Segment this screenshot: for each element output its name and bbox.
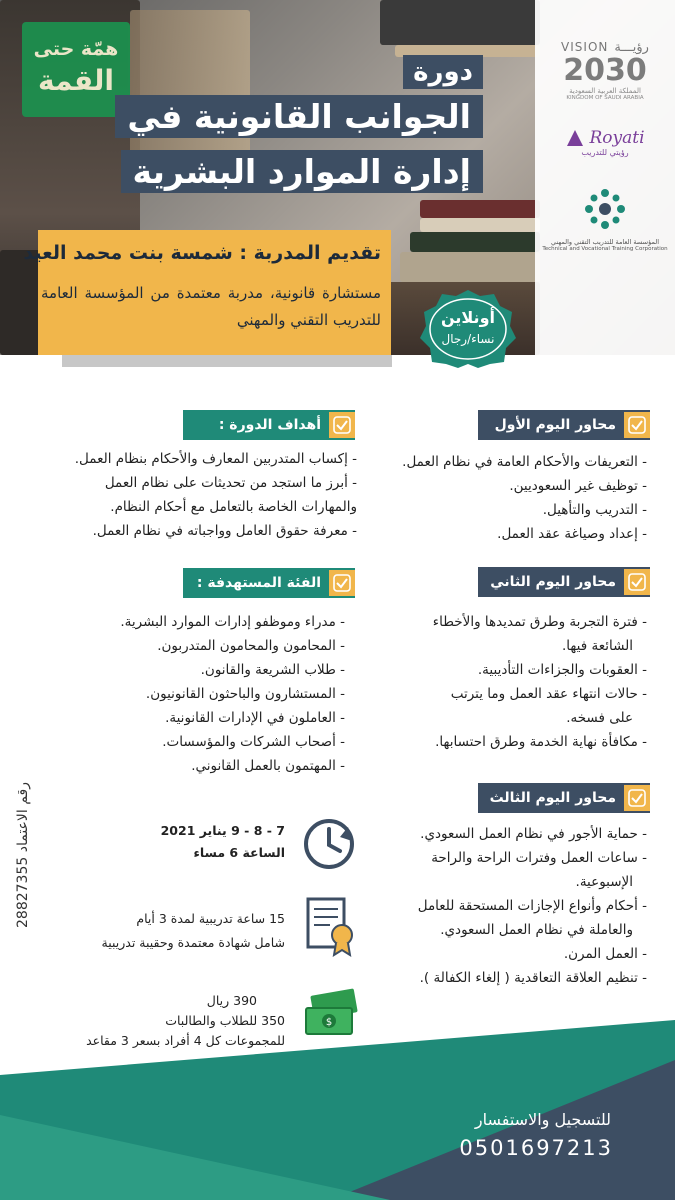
day3-title: محاور اليوم الثالث <box>489 790 616 806</box>
slogan-line1: همّة حتى <box>33 38 119 60</box>
badge-audience: نساء/رجال <box>441 332 495 346</box>
check-icon <box>624 412 650 438</box>
trainer-box <box>23 230 391 355</box>
list-item: - المهتمون بالعمل القانوني. <box>191 758 345 774</box>
course-word: دورة <box>403 55 483 89</box>
day3-label <box>478 783 650 813</box>
accreditation-number <box>8 770 38 940</box>
badge-seal-icon <box>418 288 518 368</box>
list-item: - إعداد وصياغة عقد العمل. <box>497 526 647 542</box>
list-item: - معرفة حقوق العامل وواجباته في نظام العمل. <box>92 523 357 539</box>
royati-ar: رؤيتي للتدريب <box>581 148 629 157</box>
price-students: 350 للطلاب والطالبات <box>165 1013 285 1028</box>
list-item: - ساعات العمل وفترات الراحة والراحة <box>431 850 647 866</box>
list-item: - حالات انتهاء عقد العمل وما يترتب <box>450 686 647 702</box>
list-item: - أبرز ما استجد من تحديثات على نظام العمل <box>104 475 357 491</box>
tvtc-logo <box>535 186 675 252</box>
list-item: والعاملة في نظام العمل السعودي. <box>440 922 633 938</box>
list-item: - التدريب والتأهيل. <box>542 502 647 518</box>
list-item: - المحامون والمحامون المتدربون. <box>157 638 345 654</box>
list-item: الشائعة فيها. <box>562 638 633 654</box>
day3-list <box>418 822 647 990</box>
svg-text:$: $ <box>325 1017 333 1028</box>
course-title-line2: إدارة الموارد البشرية <box>121 150 483 193</box>
duration-hours: 15 ساعة تدريبية لمدة 3 أيام <box>136 911 285 926</box>
slogan-logo <box>22 22 130 117</box>
trainer-description: مستشارة قانونية، مدربة معتمدة من المؤسسة العامة للتدريب التقني والمهني <box>41 284 381 329</box>
list-item: - العاملون في الإدارات القانونية. <box>165 710 345 726</box>
badge-online: أونلاين <box>441 308 495 327</box>
list-item: - العقوبات والجزاءات التأديبية. <box>477 662 647 678</box>
certificate-icon <box>302 895 360 957</box>
list-item: - التعريفات والأحكام العامة في نظام العمل. <box>402 454 647 470</box>
goals-label <box>183 410 355 440</box>
audience-list <box>120 610 345 778</box>
accreditation-text: رقم الاعتماد 28827355 <box>15 782 31 928</box>
vision-kingdom-en: KINGDOM OF SAUDI ARABIA <box>566 95 644 101</box>
day1-title: محاور اليوم الأول <box>494 417 616 433</box>
list-item: - مدراء وموظفو إدارات الموارد البشرية. <box>120 614 345 630</box>
check-icon <box>329 570 355 596</box>
vision-kingdom-ar: المملكة العربية السعودية <box>569 87 641 95</box>
list-item: - فترة التجربة وطرق تمديدها والأخطاء <box>432 614 647 630</box>
check-icon <box>624 569 650 595</box>
vision-word: VISION <box>561 40 609 54</box>
check-icon <box>329 412 355 438</box>
day1-label <box>478 410 650 440</box>
list-item: - توظيف غير السعوديين. <box>509 478 647 494</box>
vision-year: 2030 <box>563 53 647 88</box>
list-item: على فسخه. <box>566 710 633 726</box>
slogan-line2: القمة <box>37 64 114 97</box>
goals-title: أهداف الدورة : <box>218 417 321 433</box>
schedule-dates: 7 - 8 - 9 يناير 2021 <box>160 823 285 838</box>
royati-logo <box>535 128 675 157</box>
duration-includes: شامل شهادة معتمدة وحقيبة تدريبية <box>101 935 285 950</box>
course-title-line1: الجوانب القانونية في <box>115 95 483 138</box>
list-item: - أصحاب الشركات والمؤسسات. <box>162 734 345 750</box>
trainer-box-shadow <box>62 355 392 367</box>
vision-ar: رؤيـــة <box>614 40 649 55</box>
check-icon <box>624 785 650 811</box>
trainer-name: تقديم المدربة : شمسة بنت محمد العيد <box>23 242 381 264</box>
tvtc-emblem-icon <box>582 186 628 232</box>
schedule-time: الساعة 6 مساء <box>193 845 285 860</box>
list-item: - المستشارون والباحثون القانونيون. <box>145 686 345 702</box>
vision-2030-logo <box>535 40 675 101</box>
list-item: - حماية الأجور في نظام العمل السعودي. <box>420 826 647 842</box>
day2-label <box>478 567 650 597</box>
list-item: - طلاب الشريعة والقانون. <box>200 662 345 678</box>
list-item: - مكافأة نهاية الخدمة وطرق احتسابها. <box>435 734 647 750</box>
audience-label <box>183 568 355 598</box>
list-item: الإسبوعية. <box>575 874 633 890</box>
list-item: - أحكام وأنواع الإجازات المستحقة للعامل <box>417 898 647 914</box>
contact-phone[interactable]: 0501697213 <box>459 1136 613 1160</box>
clock-icon <box>300 815 358 873</box>
day2-title: محاور اليوم الثاني <box>490 574 616 590</box>
contact-label: للتسجيل والاستفسار <box>474 1110 611 1129</box>
day1-list <box>402 450 647 546</box>
price-groups: للمجموعات كل 4 أفراد بسعر 3 مقاعد <box>86 1033 285 1048</box>
list-item: - العمل المرن. <box>563 946 647 962</box>
tvtc-ar: المؤسسة العامة للتدريب التقني والمهني <box>550 238 660 246</box>
audience-title: الفئة المستهدفة : <box>196 575 321 591</box>
royati-mark-icon <box>565 128 585 148</box>
day2-list <box>433 610 647 754</box>
goals-list <box>75 447 357 543</box>
list-item: والمهارات الخاصة بالتعامل مع أحكام النظام. <box>110 499 357 515</box>
price: 390 ريال <box>206 993 257 1008</box>
list-item: - إكساب المتدربين المعارف والأحكام بنظام العمل. <box>74 451 357 467</box>
list-item: - تنظيم العلاقة التعاقدية ( إلغاء الكفالة ). <box>419 970 647 986</box>
tvtc-en: Technical and Vocational Training Corporation <box>542 246 668 252</box>
online-badge <box>418 288 518 368</box>
logos-panel <box>535 0 675 355</box>
royati-name: Royati <box>589 128 645 148</box>
